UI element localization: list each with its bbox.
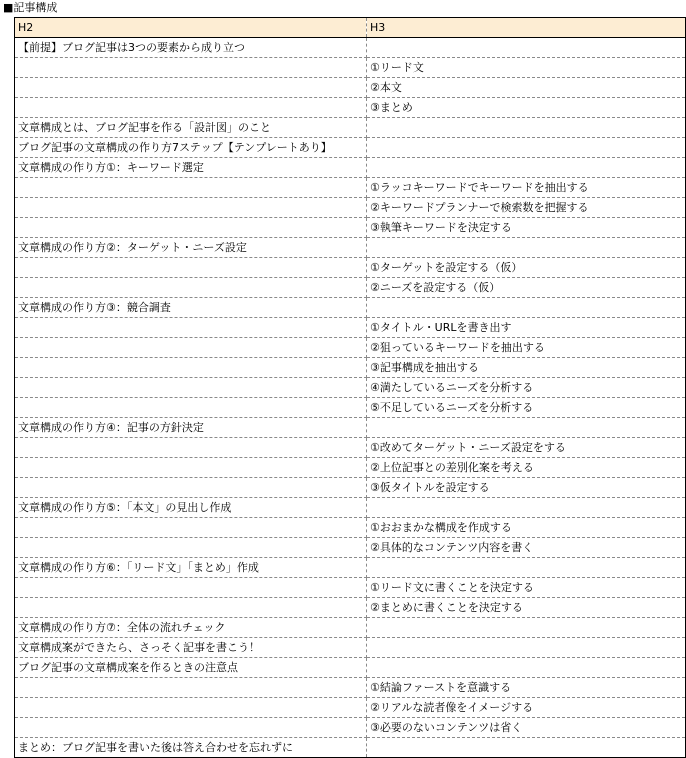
h3-cell[interactable] bbox=[367, 638, 686, 658]
h2-cell[interactable] bbox=[15, 598, 367, 618]
h2-cell[interactable]: 文章構成の作り方③：競合調査 bbox=[15, 298, 367, 318]
column-header-h2[interactable]: H2 bbox=[15, 18, 367, 38]
table-row bbox=[15, 298, 686, 318]
h3-cell[interactable] bbox=[367, 118, 686, 138]
h2-cell[interactable]: ブログ記事の文章構成の作り方7ステップ【テンプレートあり】 bbox=[15, 138, 367, 158]
h2-cell[interactable]: 文章構成の作り方⑦：全体の流れチェック bbox=[15, 618, 367, 638]
h2-cell[interactable] bbox=[15, 278, 367, 298]
h3-cell[interactable] bbox=[367, 238, 686, 258]
table-row bbox=[15, 658, 686, 678]
h2-cell[interactable] bbox=[15, 538, 367, 558]
h2-cell[interactable] bbox=[15, 378, 367, 398]
h2-cell[interactable]: 文章構成案ができたら、さっそく記事を書こう！ bbox=[15, 638, 367, 658]
table-row bbox=[15, 698, 686, 718]
table-row bbox=[15, 118, 686, 138]
table-row bbox=[15, 138, 686, 158]
h3-cell[interactable]: ②まとめに書くことを決定する bbox=[367, 598, 686, 618]
h3-cell[interactable]: ①ラッコキーワードでキーワードを抽出する bbox=[367, 178, 686, 198]
table-row bbox=[15, 718, 686, 738]
h2-cell[interactable] bbox=[15, 518, 367, 538]
table-row bbox=[15, 478, 686, 498]
h3-cell[interactable]: ②キーワードプランナーで検索数を把握する bbox=[367, 198, 686, 218]
table-row bbox=[15, 378, 686, 398]
h2-cell[interactable] bbox=[15, 458, 367, 478]
table-row bbox=[15, 438, 686, 458]
h3-cell[interactable] bbox=[367, 138, 686, 158]
table-row bbox=[15, 538, 686, 558]
table-row bbox=[15, 218, 686, 238]
h3-cell[interactable]: ①リード文に書くことを決定する bbox=[367, 578, 686, 598]
column-header-h3[interactable]: H3 bbox=[367, 18, 686, 38]
table-row bbox=[15, 338, 686, 358]
table-row bbox=[15, 38, 686, 58]
h3-cell[interactable]: ①改めてターゲット・ニーズ設定をする bbox=[367, 438, 686, 458]
h3-cell[interactable]: ②狙っているキーワードを抽出する bbox=[367, 338, 686, 358]
table-row bbox=[15, 738, 686, 758]
h3-cell[interactable]: ⑤不足しているニーズを分析する bbox=[367, 398, 686, 418]
h2-cell[interactable] bbox=[15, 178, 367, 198]
table-row bbox=[15, 318, 686, 338]
header-row bbox=[15, 18, 686, 38]
table-row bbox=[15, 398, 686, 418]
h2-cell[interactable]: 文章構成とは、ブログ記事を作る「設計図」のこと bbox=[15, 118, 367, 138]
h3-cell[interactable]: ①リード文 bbox=[367, 58, 686, 78]
h2-cell[interactable] bbox=[15, 358, 367, 378]
h2-cell[interactable] bbox=[15, 98, 367, 118]
h3-cell[interactable]: ①おおまかな構成を作成する bbox=[367, 518, 686, 538]
h3-cell[interactable]: ②具体的なコンテンツ内容を書く bbox=[367, 538, 686, 558]
table-row bbox=[15, 58, 686, 78]
table-row bbox=[15, 518, 686, 538]
h2-cell[interactable] bbox=[15, 478, 367, 498]
table-row bbox=[15, 498, 686, 518]
h3-cell[interactable] bbox=[367, 498, 686, 518]
h2-cell[interactable]: ブログ記事の文章構成案を作るときの注意点 bbox=[15, 658, 367, 678]
h2-cell[interactable]: 【前提】ブログ記事は3つの要素から成り立つ bbox=[15, 38, 367, 58]
h2-cell[interactable] bbox=[15, 438, 367, 458]
h3-cell[interactable] bbox=[367, 558, 686, 578]
h2-cell[interactable] bbox=[15, 338, 367, 358]
h2-cell[interactable]: 文章構成の作り方⑥：「リード文」「まとめ」作成 bbox=[15, 558, 367, 578]
h3-cell[interactable]: ④満たしているニーズを分析する bbox=[367, 378, 686, 398]
h2-cell[interactable]: 文章構成の作り方②：ターゲット・ニーズ設定 bbox=[15, 238, 367, 258]
table-row bbox=[15, 418, 686, 438]
h3-cell[interactable]: ③必要のないコンテンツは省く bbox=[367, 718, 686, 738]
h2-cell[interactable]: 文章構成の作り方④：記事の方針決定 bbox=[15, 418, 367, 438]
h3-cell[interactable]: ③仮タイトルを設定する bbox=[367, 478, 686, 498]
table-row bbox=[15, 558, 686, 578]
h2-cell[interactable] bbox=[15, 718, 367, 738]
h2-cell[interactable] bbox=[15, 258, 367, 278]
h2-cell[interactable]: まとめ：ブログ記事を書いた後は答え合わせを忘れずに bbox=[15, 738, 367, 758]
h2-cell[interactable] bbox=[15, 578, 367, 598]
article-outline-table bbox=[14, 17, 686, 758]
h3-cell[interactable]: ①タイトル・URLを書き出す bbox=[367, 318, 686, 338]
h3-cell[interactable]: ②本文 bbox=[367, 78, 686, 98]
table-row bbox=[15, 578, 686, 598]
table-row bbox=[15, 198, 686, 218]
h3-cell[interactable] bbox=[367, 38, 686, 58]
h3-cell[interactable]: ②ニーズを設定する（仮） bbox=[367, 278, 686, 298]
h2-cell[interactable] bbox=[15, 198, 367, 218]
h3-cell[interactable]: ②上位記事との差別化案を考える bbox=[367, 458, 686, 478]
h2-cell[interactable]: 文章構成の作り方⑤：「本文」の見出し作成 bbox=[15, 498, 367, 518]
h3-cell[interactable] bbox=[367, 298, 686, 318]
h2-cell[interactable] bbox=[15, 678, 367, 698]
table-row bbox=[15, 618, 686, 638]
table-row bbox=[15, 678, 686, 698]
sheet-title: ■記事構成 bbox=[3, 1, 58, 14]
h3-cell[interactable] bbox=[367, 658, 686, 678]
h3-cell[interactable] bbox=[367, 418, 686, 438]
h3-cell[interactable]: ②リアルな読者像をイメージする bbox=[367, 698, 686, 718]
table-row bbox=[15, 78, 686, 98]
h3-cell[interactable] bbox=[367, 618, 686, 638]
table-row bbox=[15, 598, 686, 618]
h2-cell[interactable] bbox=[15, 218, 367, 238]
h3-cell[interactable]: ③記事構成を抽出する bbox=[367, 358, 686, 378]
h2-cell[interactable] bbox=[15, 398, 367, 418]
table-row bbox=[15, 278, 686, 298]
h3-cell[interactable]: ③執筆キーワードを決定する bbox=[367, 218, 686, 238]
h3-cell[interactable]: ③まとめ bbox=[367, 98, 686, 118]
h2-cell[interactable] bbox=[15, 58, 367, 78]
table-row bbox=[15, 358, 686, 378]
h2-cell[interactable] bbox=[15, 318, 367, 338]
h2-cell[interactable]: 文章構成の作り方①：キーワード選定 bbox=[15, 158, 367, 178]
table-row bbox=[15, 638, 686, 658]
h3-cell[interactable] bbox=[367, 158, 686, 178]
h3-cell[interactable]: ①結論ファーストを意識する bbox=[367, 678, 686, 698]
table-row bbox=[15, 158, 686, 178]
h2-cell[interactable] bbox=[15, 78, 367, 98]
h2-cell[interactable] bbox=[15, 698, 367, 718]
table-row bbox=[15, 458, 686, 478]
h3-cell[interactable] bbox=[367, 738, 686, 758]
table-row bbox=[15, 98, 686, 118]
h3-cell[interactable]: ①ターゲットを設定する（仮） bbox=[367, 258, 686, 278]
table-row bbox=[15, 238, 686, 258]
table-row bbox=[15, 178, 686, 198]
table-row bbox=[15, 258, 686, 278]
